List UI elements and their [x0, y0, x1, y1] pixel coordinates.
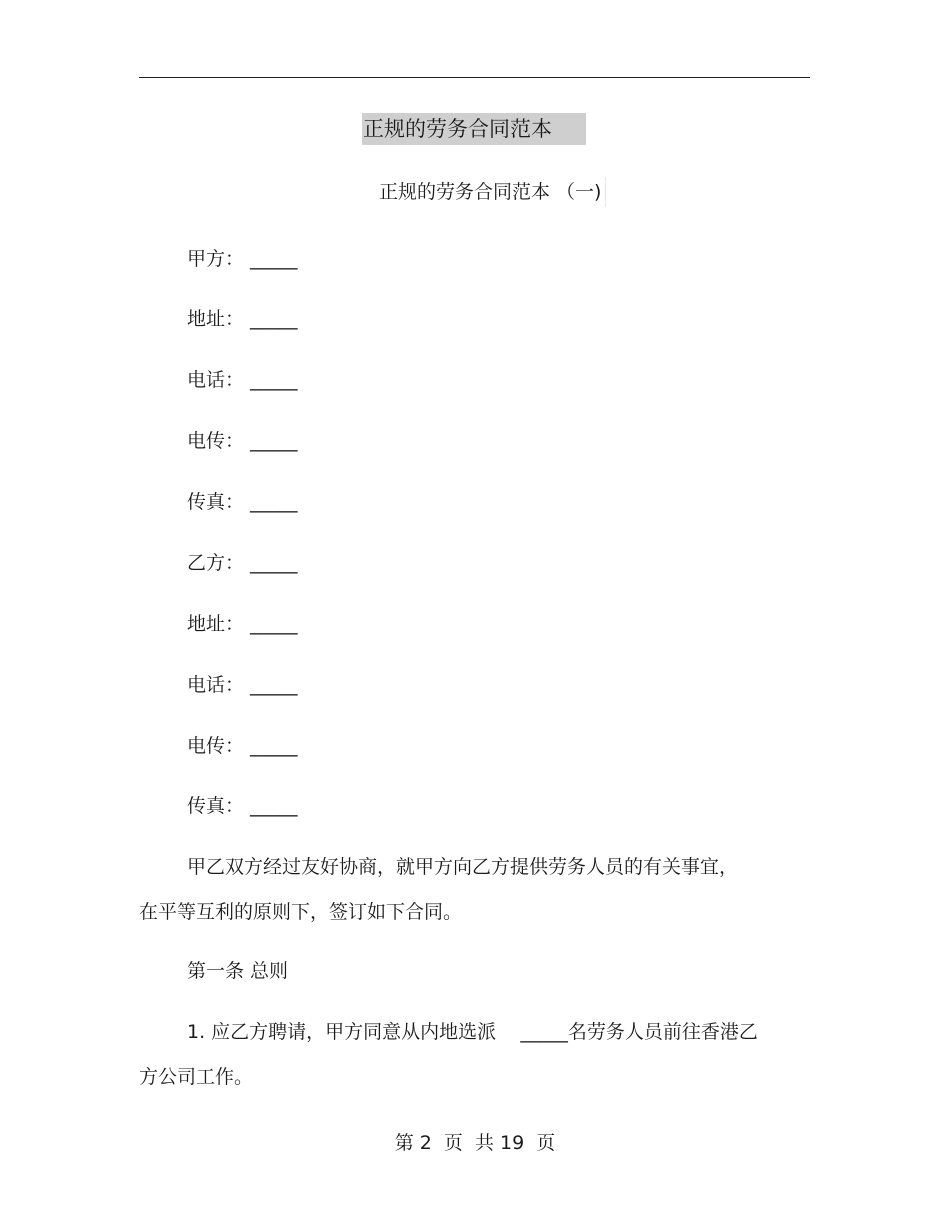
- party-b-telex-value: _____: [250, 735, 298, 757]
- party-b-value: _____: [250, 552, 298, 574]
- party-b-address-field: [187, 611, 298, 637]
- party-a-address-label: 地址：: [187, 308, 245, 330]
- page-indicator: 第 2 页 共 19 页: [394, 1132, 556, 1154]
- party-a-fax-field: [187, 489, 298, 515]
- party-b-fax-label: 传真：: [187, 795, 245, 817]
- party-b-phone-label: 电话：: [187, 674, 245, 696]
- intro-line-2: 在平等互利的原则下，签订如下合同。: [139, 901, 463, 923]
- party-a-value: _____: [250, 248, 298, 270]
- intro-line-1: 甲乙双方经过友好协商，就甲方向乙方提供劳务人员的有关事宜，: [187, 856, 739, 878]
- party-a-label: 甲方：: [187, 248, 245, 270]
- party-a-telex-field: [187, 428, 298, 454]
- party-b-phone-field: [187, 672, 298, 698]
- party-a-telex-value: _____: [250, 430, 298, 452]
- article-1-clause-1: [139, 1019, 799, 1090]
- document-subtitle: 正规的劳务合同范本 （一): [375, 177, 606, 207]
- party-b-field: [187, 550, 298, 576]
- header-rule: [139, 77, 810, 78]
- party-b-telex-label: 电传：: [187, 735, 245, 757]
- clause-1-line-1: 1. 应乙方聘请，甲方同意从内地选派 _____名劳务人员前往香港乙: [187, 1021, 758, 1043]
- party-a-telex-label: 电传：: [187, 430, 245, 452]
- party-a-address-field: [187, 306, 298, 332]
- party-a-fax-value: _____: [250, 491, 298, 513]
- party-a-phone-field: [187, 367, 298, 393]
- clause-1-line-2: 方公司工作。: [139, 1066, 254, 1088]
- article-1-heading: 第一条 总则: [187, 960, 289, 982]
- party-a-fax-label: 传真：: [187, 491, 245, 513]
- party-b-fax-field: [187, 793, 298, 819]
- party-a-address-value: _____: [250, 308, 298, 330]
- party-a-field: [187, 246, 298, 272]
- party-b-phone-value: _____: [250, 674, 298, 696]
- party-b-telex-field: [187, 733, 298, 759]
- document-title: 正规的劳务合同范本: [362, 113, 586, 145]
- party-a-phone-value: _____: [250, 369, 298, 391]
- intro-paragraph: [139, 854, 799, 925]
- party-b-address-value: _____: [250, 613, 298, 635]
- party-b-fax-value: _____: [250, 795, 298, 817]
- party-a-phone-label: 电话：: [187, 369, 245, 391]
- party-b-label: 乙方：: [187, 552, 245, 574]
- party-b-address-label: 地址：: [187, 613, 245, 635]
